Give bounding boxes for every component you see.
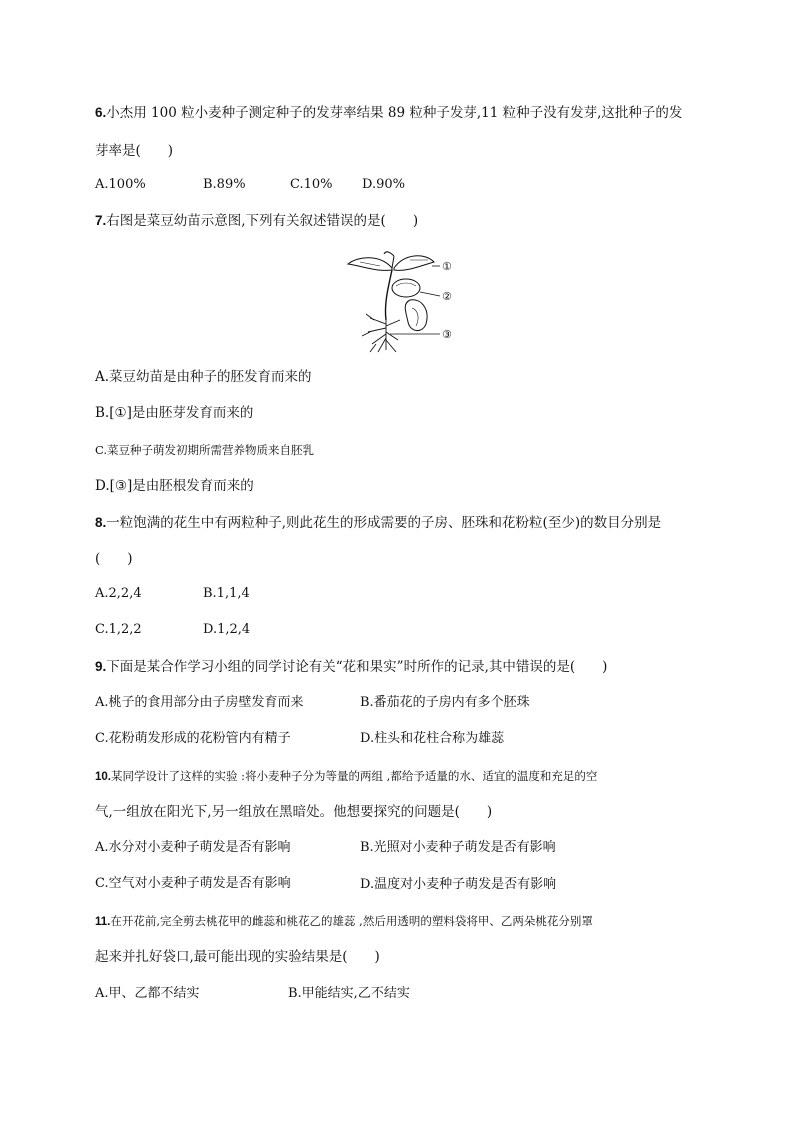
q11-option-b: B.甲能结实,乙不结实 (288, 986, 410, 1001)
question-11-line-1 (95, 912, 593, 931)
question-number: 6. (95, 105, 107, 120)
figure-label-2: ② (442, 290, 452, 303)
question-7-line-1 (95, 212, 418, 230)
q9-option-a: A.桃子的食用部分由子房壁发育而来 (95, 695, 304, 710)
question-number: 10. (95, 771, 111, 783)
question-10-line-1 (95, 767, 597, 786)
question-6-line-2: 芽率是( ) (95, 143, 174, 159)
figure-label-3: ③ (442, 328, 452, 341)
q6-option-b: B.89% (203, 177, 246, 192)
q8-option-b: B.1,1,4 (203, 586, 250, 601)
question-text: 下面是某合作学习小组的同学讨论有关“花和果实”时所作的记录,其中错误的是( ) (106, 659, 608, 675)
seedling-cotyledon (392, 279, 420, 297)
question-text: 一粒饱满的花生中有两粒种子,则此花生的形成需要的子房、胚珠和花粉粒(至少)的数目分别是 (106, 515, 662, 531)
bean-seedling-diagram (340, 248, 460, 358)
q7-option-a: A.菜豆幼苗是由种子的胚发育而来的 (95, 369, 312, 385)
q6-option-d: D.90% (362, 177, 405, 192)
question-6-line-1 (95, 104, 682, 122)
figure-label-1: ① (442, 260, 452, 273)
q7-option-b: B.[①]是由胚芽发育而来的 (95, 405, 254, 421)
label-line-2 (420, 292, 440, 296)
question-8-line-2: ( ) (95, 551, 133, 567)
q9-option-b: B.番茄花的子房内有多个胚珠 (360, 695, 530, 710)
question-11-line-2: 起来并扎好袋口,最可能出现的实验结果是( ) (95, 949, 380, 965)
q6-option-c: C.10% (290, 177, 333, 192)
seedling-roots (362, 314, 400, 352)
question-number: 9. (95, 659, 107, 674)
seedling-leaf-right (394, 256, 434, 271)
q7-option-c: C.菜豆种子萌发初期所需营养物质来自胚乳 (95, 443, 315, 457)
bean-seedling-figure (340, 248, 460, 358)
q10-option-c: C.空气对小麦种子萌发是否有影响 (95, 876, 291, 891)
question-8-line-1 (95, 514, 661, 532)
q8-option-d: D.1,2,4 (203, 622, 251, 637)
q8-option-c: C.1,2,2 (95, 622, 142, 637)
question-9-line-1 (95, 658, 607, 676)
q11-option-a: A.甲、乙都不结实 (95, 986, 200, 1001)
q6-option-a: A.100% (95, 177, 146, 192)
question-number: 8. (95, 515, 107, 530)
q9-option-c: C.花粉萌发形成的花粉管内有精子 (95, 731, 291, 746)
q10-option-b: B.光照对小麦种子萌发是否有影响 (360, 840, 556, 855)
question-text: 在开花前,完全剪去桃花甲的雌蕊和桃花乙的雄蕊 ,然后用透明的塑料袋将甲、乙两朵桃花分别罩 (110, 914, 593, 928)
q10-option-a: A.水分对小麦种子萌发是否有影响 (95, 840, 291, 855)
question-text: 小杰用 100 粒小麦种子测定种子的发芽率结果 89 粒种子发芽,11 粒种子没有发芽,这批种子的发 (106, 105, 683, 121)
question-text: 某同学设计了这样的实验 :将小麦种子分为等量的两组 ,都给予适量的水、适宜的温度和充足的空 (111, 769, 598, 783)
seedling-stem (385, 270, 392, 320)
question-text: 右图是菜豆幼苗示意图,下列有关叙述错误的是( ) (106, 213, 419, 229)
question-10-line-2: 气,一组放在阳光下,另一组放在黑暗处。他想要探究的问题是( ) (95, 804, 493, 820)
q10-option-d: D.温度对小麦种子萌发是否有影响 (360, 877, 557, 892)
question-number: 11. (95, 916, 111, 928)
q7-option-d: D.[③]是由胚根发育而来的 (95, 478, 254, 494)
q9-option-d: D.柱头和花柱合称为雄蕊 (360, 731, 505, 746)
q8-option-a: A.2,2,4 (95, 586, 142, 601)
question-number: 7. (95, 213, 107, 228)
